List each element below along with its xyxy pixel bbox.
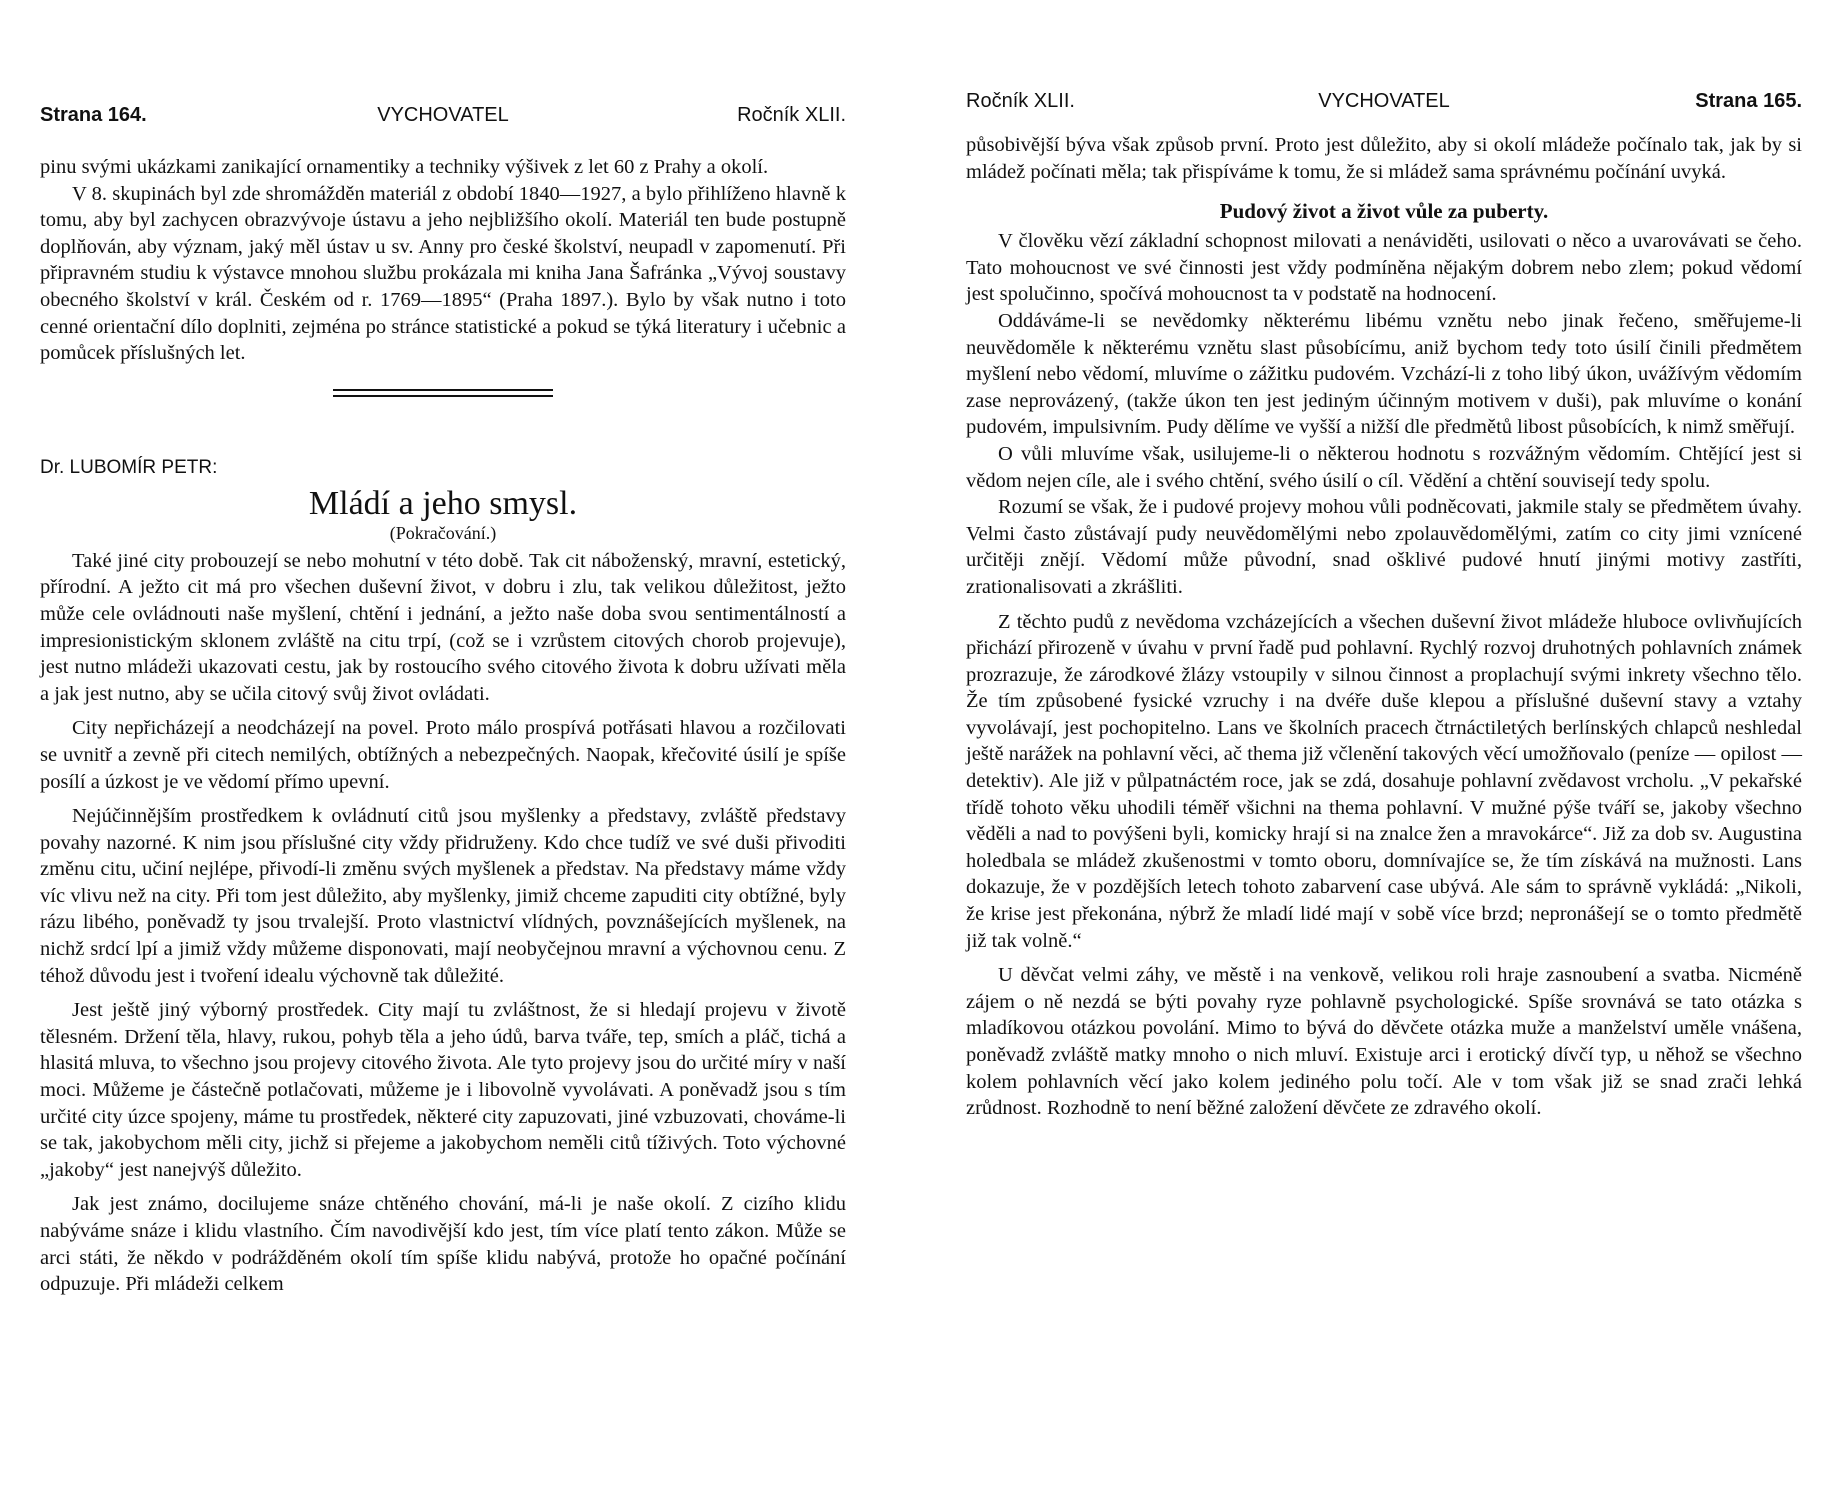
paragraph: O vůli mluvíme však, usilujeme-li o některou hodnotu s rozvážným vědomím. Chtějící jest si vědom nejen cíle, ale i svého chtění, svého úsilí o cíl. Vědění a chtění souvisejí tedy spolu.: [966, 442, 1802, 492]
paragraph: Oddáváme-li se nevědomky některému libému vznětu nebo jinak řečeno, směřujeme-li neuvědoměle k některému vznětu slast působícímu, aniž bychom tedy toto úsilí činili předmětem myšlení nebo vědomí, mluvíme o zážitku pudovém. Vzchází-li z toho libý úkon, uvážívým vědomím zase neprovázený, (takže úkon ten jest jediným účinným motivem v duši), pak mluvíme o konání pudovém, impulsivním. Pudy dělíme ve vyšší a nižší dle předmětů libost působících, k nimž směřují.: [966, 309, 1802, 439]
article-title: Mládí a jeho smysl.: [308, 484, 578, 522]
paragraph: U děvčat velmi záhy, ve městě i na venkově, velikou roli hraje zasnoubení a svatba. Nicméně zájem o ně nezdá se býti povahy ryze pohlavně psychologické. Spíše srovnává se tato otázka s mladíkovou otázkou povolání. Mimo to bývá do děvčete otázka muže a manželství uměle vnášena, poněvadž zvláště matky mnoho o nich mluví. Existuje arci i erotický dívčí typ, u něhož se všechno kolem pohlavních věcí jako kolem jediného polu točí. Ale v tom však již se snad zrači lehká zrůdnost. Rozhodně to není běžné založení děvčete ze zdravého okolí.: [966, 964, 1802, 1120]
page-number: Strana 164.: [40, 104, 147, 126]
journal-title: VYCHOVATEL: [377, 104, 509, 126]
text-block: [40, 154, 846, 367]
right-page: [916, 0, 1832, 1500]
article-body: [40, 548, 846, 1298]
paragraph: V člověku vězí základní schopnost milovati a nenáviděti, usilovati o něco a uvarovávati se čeho. Tato mohoucnost ve své činnosti jest vždy podmíněna nějakým dobrem nebo zlem; pokud vědomí jest spolučinno, spočívá mohoucnost ta v podstatě na hodnocení.: [966, 230, 1802, 306]
running-header: [966, 90, 1802, 118]
text-block: [966, 132, 1802, 185]
double-rule-divider: [333, 389, 553, 397]
running-header: [40, 104, 846, 132]
paragraph: Jest ještě jiný výborný prostředek. City mají tu zvláštnost, že si hledají projevu v životě tělesném. Držení těla, hlavy, rukou, pohyb těla a jeho údů, barva tváře, tep, smích a pláč, tichá a hlasitá mluva, to všechno jsou projevy citového života. Ale tyto projevy jsou do určité míry v naší moci. Můžeme je částečně potlačovati, můžeme je i libovolně vyvolávati. A poněvadž jsou s tím určité city úzce spojeny, máme tu prostředek, některé city zapuzovati, jiné vzbuzovati, chováme-li se tak, jakobychom měli city, jichž si přejeme a jakobychom neměli citů tíživých. Toto výchovné „jakoby“ jest nanejvýš důležito.: [40, 999, 846, 1181]
paragraph: V 8. skupinách byl zde shromážděn materiál z období 1840—1927, a bylo přihlíženo hlavně k tomu, aby byl zachycen obrazvývoje ústavu a jeho nejbližšího okolí. Materiál ten bude postupně doplňován, aby význam, jaký měl ústav u sv. Anny pro české školství, neupadl v zapomenutí. Při připravném studiu k výstavce mnohou službu prokázala mi kniha Jana Šafránka „Vývoj soustavy obecného školství v král. Českém od r. 1769—1895“ (Praha 1897.). Bylo by však nutno i toto cenné orientační dílo doplniti, zejména po stránce statistické a pokud se týká literatury i učebnic a pomůcek příslušných let.: [40, 182, 846, 365]
volume-label: Ročník XLII.: [966, 90, 1075, 112]
journal-title: VYCHOVATEL: [1318, 90, 1450, 112]
paragraph: pinu svými ukázkami zanikající ornamentiky a techniky výšivek z let 60 z Prahy a okolí.: [40, 156, 769, 178]
paragraph: Jak jest známo, docilujeme snáze chtěného chování, má-li je naše okolí. Z cizího klidu nabýváme snáze i klidu vlastního. Čím navodivější kdo jest, tím více platí tento zákon. Může se arci státi, že někdo v podrážděném okolí tím spíše klidu nabývá, protože ho opačné počínání odpuzuje. Při mládeži celkem: [40, 1193, 846, 1296]
section-heading: Pudový život a život vůle za puberty.: [1219, 199, 1549, 224]
volume-label: Ročník XLII.: [737, 104, 846, 126]
paragraph: Také jiné city probouzejí se nebo mohutní v této době. Tak cit náboženský, mravní, estetický, přírodní. A ježto cit má pro všechen duševní život, v dobru i zlu, tak velikou důležitost, ježto může cele ovládnouti naše myšlení, chtění i jednání, a ježto naše doba svou sentimentálností a impresionistickým sklonem zvláště na citu trpí, (což se i vzrůstem citových chorob projevuje), jest nutno mládeži ukazovati cestu, jak by rostoucího svého citového života k dobru užívati měla a jak jest nutno, aby se učila citový svůj život ovládati.: [40, 549, 846, 705]
paragraph: Nejúčinnějším prostředkem k ovládnutí citů jsou myšlenky a představy, zvláště představy povahy nazorné. K nim jsou příslušné city vždy přidruženy. Kdo chce tudíž ve své duši přivoditi změnu citu, učiní nejlépe, přivodí-li změnu svých myšlenek a představ. Na představy máme vždy víc vlivu než na city. Při tom jest důležito, aby myšlenky, jimiž chceme zapuditi city obtížné, byly rázu libého, poněvadž ty jsou trvalejší. Proto vlastnictví vlídných, povznášejících myšlenek, na nichž srdcí lpí a jimiž vždy můžeme disponovati, mají neobyčejnou mravní a výchovnou cenu. Z téhož důvodu jest i tvoření idealu výchovně tak důležité.: [40, 805, 846, 987]
paragraph: Z těchto pudů z nevědoma vzcházejících a všechen duševní život mládeže hluboce ovlivňujících přichází přirozeně v úvahu v první řadě pud pohlavní. Rychlý rozvoj druhotných pohlavních známek prozrazuje, že zárodkové žlázy vstoupily v silnou činnost a proplachují svými inkrety všechno tělo. Že tím způsobené fysické vzruchy i na dvéře duše klepou a příslušné duševní stavy a vztahy vyvolávají, jest pochopitelno. Lans ve školních pracech čtrnáctiletých berlínských chlapců neshledal ještě narážek na pohlavní věci, ač thema již včlenění takových věcí umožňovalo (peníze — opilost — detektiv). Ale již v půlpatnáctém roce, jak se zdá, dosahuje pohlavní zvědavost vrcholu. „V pekařské třídě tohoto věku uhodili téměř všichni na thema pohlavní. V mužné pýše tváří se, jakoby všechno věděli a nad to povýšeni byli, komicky hrají si na znalce žen a mravokárce“. Již za dob sv. Augustina holedbala se mládež zkušenostmi v tomto oboru, domnívajíce se, že tím získává na mužnosti. Lans dokazuje, že v pozdějších letech tohoto zabarvení case ubývá. Ale sám to správně vykládá: „Nikoli, že krise jest překonána, nýbrž že mladí lidé mají v sobě více brzd; nepronášejí se o tomto předmětě již tak volně.“: [966, 610, 1802, 952]
section-body: [966, 228, 1802, 1122]
paragraph: působivější býva však způsob první. Proto jest důležito, aby si okolí mládeže počínalo tak, jak by si mládež počínati měla; tak přispíváme k tomu, že si mládež sama správnému počínání uvyká.: [966, 134, 1802, 183]
paragraph: City nepřicházejí a neodcházejí na povel. Proto málo prospívá potřásati hlavou a rozčilovati se uvnitř a zevně při citech nemilých, obtížných a nebezpečných. Naopak, křečovité úsilí je spíše posílí a úzkost je ve vědomí přímo upevní.: [40, 717, 846, 793]
article-author: Dr. LUBOMÍR PETR:: [40, 456, 218, 478]
paragraph: Rozumí se však, že i pudové projevy mohou vůli podněcovati, jakmile staly se předmětem úvahy. Velmi často zůstávají pudy neuvědomělými nebo zpolauvědomělými, zatím co city jimi vznícené určitěji znějí. Vědomí může původní, snad ošklivé pudové hnutí jinými motivy zastříti, zrationalisovati a zkrášliti.: [966, 496, 1802, 598]
article-subtitle: (Pokračování.): [389, 522, 497, 543]
page-number: Strana 165.: [1695, 90, 1802, 112]
